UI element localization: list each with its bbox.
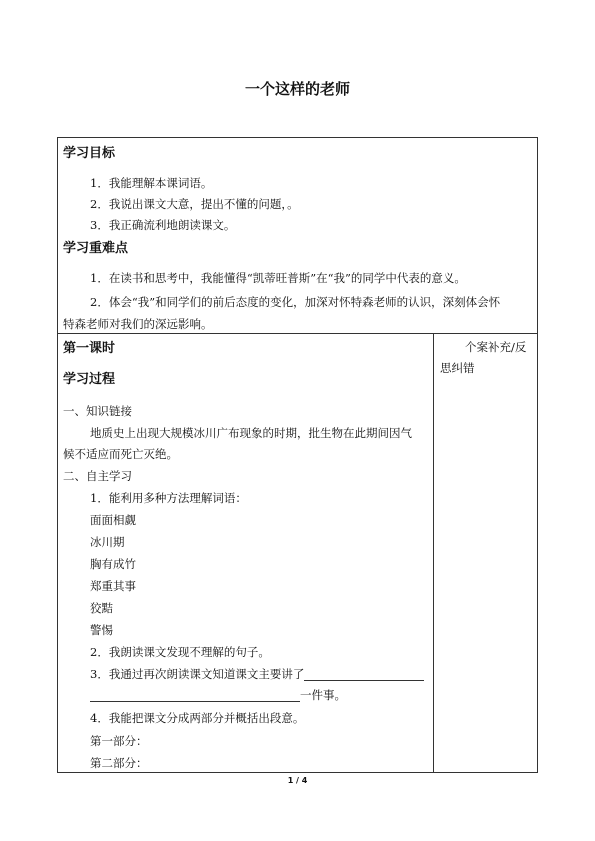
lesson-heading: 第一课时 <box>63 341 116 356</box>
list-item: 2．我朗读课文发现不理解的句子。 <box>90 645 270 659</box>
goal-item: 2．我说出课文大意，提出不懂的问题，。 <box>90 197 299 211</box>
difficulty-item-cont: 特森老师对我们的深远影响。 <box>63 317 213 331</box>
page-number: 1 / 4 <box>287 776 308 785</box>
part-label: 第二部分： <box>90 756 148 770</box>
column-divider <box>433 333 434 773</box>
part-label: 第一部分： <box>90 734 148 748</box>
row-divider <box>57 333 538 334</box>
process-heading: 学习过程 <box>63 372 116 387</box>
fill-blank[interactable] <box>90 690 300 702</box>
goal-item: 3．我正确流利地朗读课文。 <box>90 218 236 232</box>
list-item: 4．我能把课文分成两部分并概括出段意。 <box>90 711 305 725</box>
list-item-cont <box>90 688 346 702</box>
difficulty-item: 1．在读书和思考中，我能懂得“凯蒂旺普斯”在“我”的同学中代表的意义。 <box>90 271 466 285</box>
vocab-word: 冰川期 <box>90 535 125 549</box>
item3-text: 3．我通过再次朗读课文知道课文主要讲了 <box>90 667 305 681</box>
goals-heading: 学习目标 <box>63 146 116 161</box>
vocab-word: 胸有成竹 <box>90 557 136 571</box>
page-title: 一个这样的老师 <box>244 80 350 98</box>
fill-blank[interactable] <box>304 669 424 681</box>
vocab-word: 面面相觑 <box>90 513 136 527</box>
list-item <box>90 667 424 681</box>
goal-item: 1．我能理解本课词语。 <box>90 176 213 190</box>
section-text-cont: 候不适应而死亡灭绝。 <box>63 447 178 461</box>
item3-end: 一件事。 <box>300 688 346 702</box>
vocab-word: 狡黠 <box>90 601 113 615</box>
section-text: 地质史上出现大规模冰川广布现象的时期，批生物在此期间因气 <box>90 426 412 440</box>
section-title: 一、知识链接 <box>63 404 132 418</box>
section-title: 二、自主学习 <box>63 469 132 483</box>
vocab-word: 郑重其事 <box>90 579 136 593</box>
vocab-word: 警惕 <box>90 623 113 637</box>
difficulty-item: 2．体会“我”和同学们的前后态度的变化，加深对怀特森老师的认识，深刻体会怀 <box>90 295 501 309</box>
side-note-cont: 思纠错 <box>440 361 475 375</box>
side-note: 个案补充/反 <box>465 340 527 354</box>
list-item: 1．能利用多种方法理解词语： <box>90 491 247 505</box>
difficulties-heading: 学习重难点 <box>63 241 129 256</box>
